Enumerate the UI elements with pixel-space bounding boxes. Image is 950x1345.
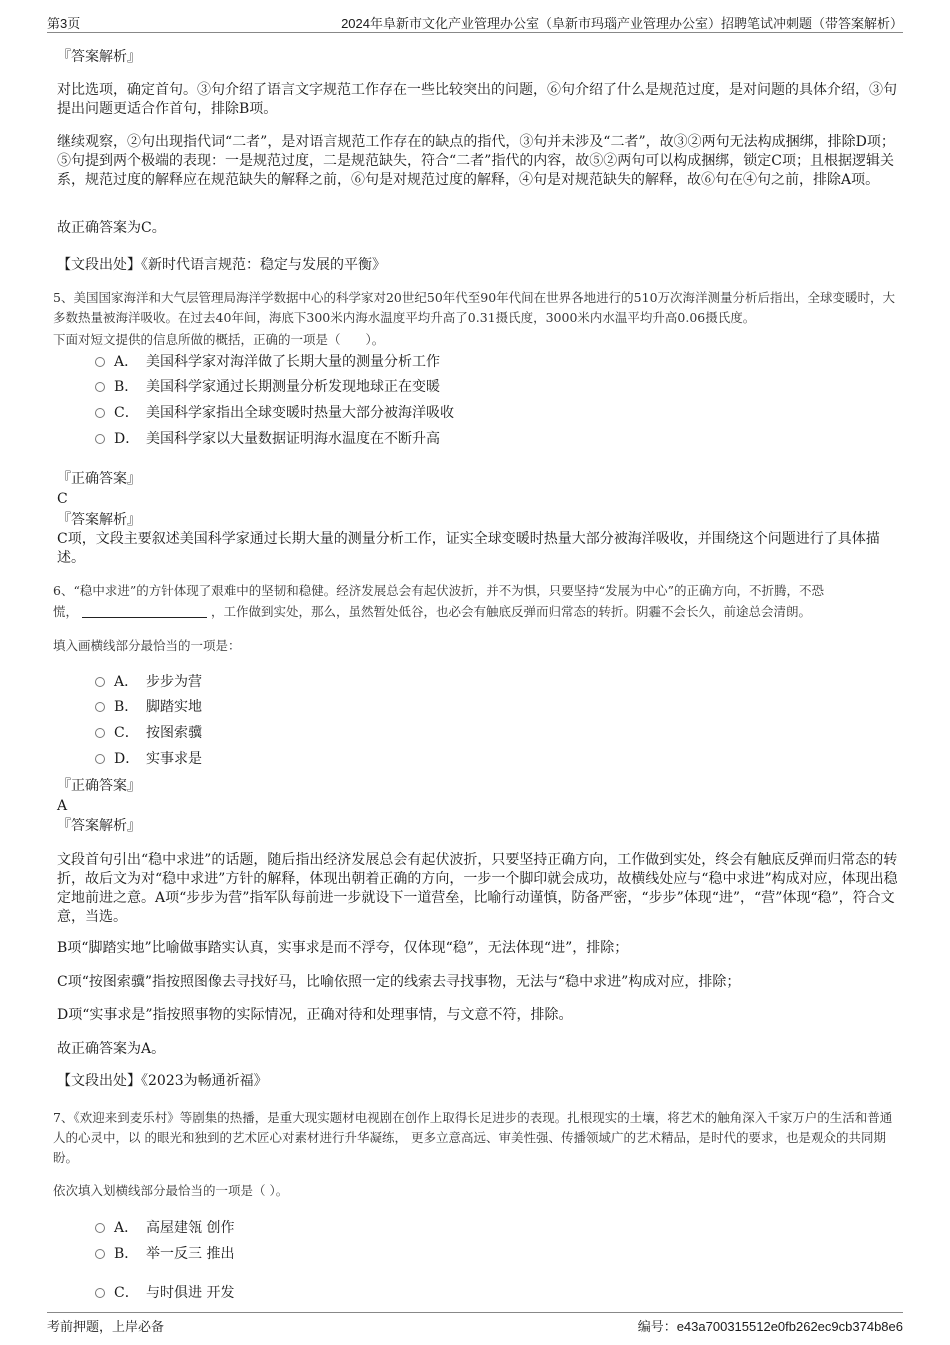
q6-analysis-p4: D项“实事求是”指按照事物的实际情况，正确对待和处理事情，与文意不符，排除。 bbox=[57, 1007, 573, 1023]
footer-serial: 编号：e43a700315512e0fb262ec9cb374b8e6 bbox=[637, 1319, 903, 1334]
q4-analysis-p3: 故正确答案为C。 bbox=[57, 220, 166, 236]
q6-stem-line2: 慌， ，工作做到实处，那么，虽然暂处低谷，也必会有触底反弹而归常态的转折。阴霾不会长久，前途总会清朗。 bbox=[53, 604, 812, 619]
q6-answer: A bbox=[57, 798, 68, 814]
radio-icon[interactable] bbox=[95, 382, 105, 392]
q6-answer-label: 『正确答案』 bbox=[57, 778, 141, 794]
page-number: 第3页 bbox=[47, 16, 81, 31]
q5-option-b[interactable]: B． 美国科学家通过长期测量分析发现地球正在变暖 bbox=[95, 377, 440, 397]
q5-option-a[interactable]: A． 美国科学家对海洋做了长期大量的测量分析工作 bbox=[95, 352, 440, 372]
q5-answer-label: 『正确答案』 bbox=[57, 471, 141, 487]
q6-stem-line1: 6、“稳中求进”的方针体现了艰难中的坚韧和稳健。经济发展总会有起伏波折，并不为惧，只要坚持“发展为中心”的正确方向，不折腾，不恐 bbox=[53, 583, 825, 598]
q6-option-d[interactable]: D． 实事求是 bbox=[95, 749, 202, 769]
radio-icon[interactable] bbox=[95, 408, 105, 418]
q6-analysis-p1: 文段首句引出“稳中求进”的话题，随后指出经济发展总会有起伏波折，只要坚持正确方向，工作做到实处，终会有触底反弹而归常态的转折，故后文为对“稳中求进”方针的解释，体现出朝着正确的方向，一步一个脚印就会成功，故横线处应与“稳中求进”构成对应，体现出稳定地前进之意。A项“步步为营”指军队每前进一步就设下一道营垒，比喻行动谨慎，防备严密，“步步”体现“进”，“营”体现“稳”，符合文意，当选。 bbox=[57, 852, 898, 925]
q6-option-b[interactable]: B． 脚踏实地 bbox=[95, 697, 202, 717]
q6-option-a[interactable]: A． 步步为营 bbox=[95, 672, 202, 692]
page-footer bbox=[47, 1312, 903, 1335]
document-title: 2024年阜新市文化产业管理办公室（阜新市玛瑙产业管理办公室）招聘笔试冲刺题（带答案解析） bbox=[341, 16, 903, 31]
radio-icon[interactable] bbox=[95, 1223, 105, 1233]
q6-source: 【文段出处】《2023为畅通祈福》 bbox=[57, 1073, 268, 1089]
radio-icon[interactable] bbox=[95, 357, 105, 367]
q6-analysis-p5: 故正确答案为A。 bbox=[57, 1041, 166, 1057]
q5-stem: 5、美国国家海洋和大气层管理局海洋学数据中心的科学家对20世纪50年代至90年代间在世界各地进行的510万次海洋测量分析后指出，全球变暖时，大多数热量被海洋吸收。在过去40年间，海底下300米内海水温度平均升高了0.31摄氏度，3000米内水温平均升高0.06摄氏度。 bbox=[53, 290, 896, 325]
q6-analysis-p3: C项“按图索骥”指按照图像去寻找好马，比喻依照一定的线索去寻找事物，无法与“稳中求进”构成对应，排除； bbox=[57, 974, 741, 990]
radio-icon[interactable] bbox=[95, 1249, 105, 1259]
q5-analysis: C项，文段主要叙述美国科学家通过长期大量的测量分析工作，证实全球变暖时热量大部分被海洋吸收，并围绕这个问题进行了具体描述。 bbox=[57, 531, 880, 566]
radio-icon[interactable] bbox=[95, 754, 105, 764]
q4-analysis-p1: 对比选项，确定首句。③句介绍了语言文字规范工作存在一些比较突出的问题，⑥句介绍了什么是规范过度，是对问题的具体介绍，③句提出问题更适合作首句，排除B项。 bbox=[57, 82, 897, 117]
fill-blank bbox=[82, 605, 207, 618]
q7-prompt: 依次填入划横线部分最恰当的一项是（ ）。 bbox=[53, 1183, 289, 1198]
q4-analysis-p2: 继续观察，②句出现指代词“二者”，是对语言规范工作存在的缺点的指代，③句并未涉及“二者”，故③②两句无法构成捆绑，排除D项；⑤句提到两个极端的表现：一是规范过度，二是规范缺失，符合“二者”指代的内容，故⑤②两句可以构成捆绑，锁定C项；且根据逻辑关系，规范过度的解释应在规范缺失的解释之前，⑥句是对规范过度的解释，④句是对规范缺失的解释，故⑥句在④句之前，排除A项。 bbox=[57, 134, 895, 188]
page-header bbox=[47, 10, 903, 33]
radio-icon[interactable] bbox=[95, 1288, 105, 1298]
q4-source: 【文段出处】《新时代语言规范：稳定与发展的平衡》 bbox=[57, 257, 386, 273]
q7-option-a[interactable]: A． 高屋建瓴 创作 bbox=[95, 1218, 234, 1238]
radio-icon[interactable] bbox=[95, 434, 105, 444]
q5-analysis-label: 『答案解析』 bbox=[57, 512, 141, 528]
footer-slogan: 考前押题，上岸必备 bbox=[47, 1319, 165, 1334]
radio-icon[interactable] bbox=[95, 728, 105, 738]
q6-option-c[interactable]: C． 按图索骥 bbox=[95, 723, 202, 743]
q5-option-c[interactable]: C． 美国科学家指出全球变暖时热量大部分被海洋吸收 bbox=[95, 403, 454, 423]
q5-prompt: 下面对短文提供的信息所做的概括，正确的一项是（ ）。 bbox=[53, 332, 385, 347]
q4-analysis-label: 『答案解析』 bbox=[57, 49, 141, 65]
q7-stem: 7、《欢迎来到麦乐村》等剧集的热播，是重大现实题材电视剧在创作上取得长足进步的表现。扎根现实的土壤，将艺术的触角深入千家万户的生活和普通人的心灵中，以 的眼光和独到的艺术匠心对素材进行升华凝练， 更多立意高远、审美性强、传播领域广的艺术精品，是时代的要求，也是观众的共同期盼。 bbox=[53, 1110, 893, 1165]
q6-analysis-p2: B项“脚踏实地”比喻做事踏实认真，实事求是而不浮夸，仅体现“稳”，无法体现“进”，排除； bbox=[57, 940, 629, 956]
q5-answer: C bbox=[57, 491, 68, 507]
q7-option-b[interactable]: B． 举一反三 推出 bbox=[95, 1244, 234, 1264]
q5-option-d[interactable]: D． 美国科学家以大量数据证明海水温度在不断升高 bbox=[95, 429, 440, 449]
q6-analysis-label: 『答案解析』 bbox=[57, 818, 141, 834]
q6-prompt: 填入画横线部分最恰当的一项是： bbox=[53, 638, 241, 653]
radio-icon[interactable] bbox=[95, 677, 105, 687]
q7-option-c[interactable]: C． 与时俱进 开发 bbox=[95, 1283, 234, 1303]
radio-icon[interactable] bbox=[95, 702, 105, 712]
